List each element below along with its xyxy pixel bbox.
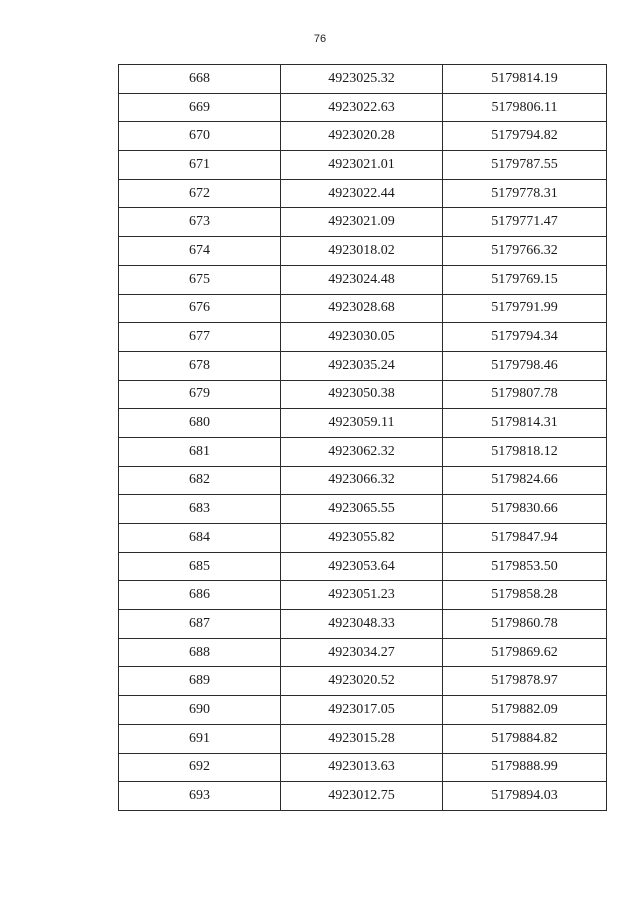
table-row (119, 552, 607, 581)
y-coordinate-cell: 5179787.55 (443, 151, 607, 180)
x-coordinate-cell: 4923065.55 (281, 495, 443, 524)
x-coordinate-cell: 4923020.52 (281, 667, 443, 696)
table-row (119, 294, 607, 323)
point-number-cell: 669 (119, 93, 281, 122)
coordinates-table-body (119, 65, 607, 811)
table-row (119, 581, 607, 610)
point-number-cell: 680 (119, 409, 281, 438)
point-number-cell: 689 (119, 667, 281, 696)
x-coordinate-cell: 4923022.44 (281, 179, 443, 208)
point-number-cell: 684 (119, 524, 281, 553)
table-row (119, 696, 607, 725)
x-coordinate-cell: 4923066.32 (281, 466, 443, 495)
point-number-cell: 693 (119, 782, 281, 811)
table-row (119, 724, 607, 753)
y-coordinate-cell: 5179771.47 (443, 208, 607, 237)
point-number-cell: 672 (119, 179, 281, 208)
x-coordinate-cell: 4923053.64 (281, 552, 443, 581)
x-coordinate-cell: 4923062.32 (281, 437, 443, 466)
point-number-cell: 692 (119, 753, 281, 782)
x-coordinate-cell: 4923024.48 (281, 265, 443, 294)
point-number-cell: 685 (119, 552, 281, 581)
x-coordinate-cell: 4923035.24 (281, 351, 443, 380)
point-number-cell: 674 (119, 237, 281, 266)
x-coordinate-cell: 4923059.11 (281, 409, 443, 438)
point-number-cell: 668 (119, 65, 281, 94)
y-coordinate-cell: 5179794.34 (443, 323, 607, 352)
table-row (119, 65, 607, 94)
x-coordinate-cell: 4923015.28 (281, 724, 443, 753)
table-row (119, 122, 607, 151)
point-number-cell: 688 (119, 638, 281, 667)
y-coordinate-cell: 5179766.32 (443, 237, 607, 266)
coordinates-table (118, 64, 607, 811)
table-row (119, 93, 607, 122)
y-coordinate-cell: 5179830.66 (443, 495, 607, 524)
y-coordinate-cell: 5179794.82 (443, 122, 607, 151)
point-number-cell: 677 (119, 323, 281, 352)
x-coordinate-cell: 4923034.27 (281, 638, 443, 667)
table-row (119, 638, 607, 667)
table-row (119, 437, 607, 466)
point-number-cell: 670 (119, 122, 281, 151)
y-coordinate-cell: 5179818.12 (443, 437, 607, 466)
y-coordinate-cell: 5179769.15 (443, 265, 607, 294)
table-row (119, 179, 607, 208)
table-row (119, 380, 607, 409)
table-row (119, 495, 607, 524)
x-coordinate-cell: 4923030.05 (281, 323, 443, 352)
x-coordinate-cell: 4923021.01 (281, 151, 443, 180)
table-row (119, 265, 607, 294)
x-coordinate-cell: 4923048.33 (281, 610, 443, 639)
point-number-cell: 683 (119, 495, 281, 524)
x-coordinate-cell: 4923012.75 (281, 782, 443, 811)
y-coordinate-cell: 5179869.62 (443, 638, 607, 667)
page-number: 76 (313, 33, 327, 45)
table-row (119, 667, 607, 696)
y-coordinate-cell: 5179884.82 (443, 724, 607, 753)
table-row (119, 782, 607, 811)
y-coordinate-cell: 5179798.46 (443, 351, 607, 380)
point-number-cell: 673 (119, 208, 281, 237)
y-coordinate-cell: 5179853.50 (443, 552, 607, 581)
table-row (119, 466, 607, 495)
point-number-cell: 682 (119, 466, 281, 495)
x-coordinate-cell: 4923051.23 (281, 581, 443, 610)
table-row (119, 208, 607, 237)
table-row (119, 409, 607, 438)
point-number-cell: 690 (119, 696, 281, 725)
y-coordinate-cell: 5179882.09 (443, 696, 607, 725)
x-coordinate-cell: 4923028.68 (281, 294, 443, 323)
y-coordinate-cell: 5179888.99 (443, 753, 607, 782)
table-row (119, 237, 607, 266)
point-number-cell: 686 (119, 581, 281, 610)
x-coordinate-cell: 4923013.63 (281, 753, 443, 782)
point-number-cell: 681 (119, 437, 281, 466)
y-coordinate-cell: 5179778.31 (443, 179, 607, 208)
point-number-cell: 671 (119, 151, 281, 180)
y-coordinate-cell: 5179878.97 (443, 667, 607, 696)
point-number-cell: 687 (119, 610, 281, 639)
y-coordinate-cell: 5179824.66 (443, 466, 607, 495)
x-coordinate-cell: 4923022.63 (281, 93, 443, 122)
point-number-cell: 678 (119, 351, 281, 380)
x-coordinate-cell: 4923017.05 (281, 696, 443, 725)
point-number-cell: 679 (119, 380, 281, 409)
table-row (119, 610, 607, 639)
x-coordinate-cell: 4923025.32 (281, 65, 443, 94)
y-coordinate-cell: 5179847.94 (443, 524, 607, 553)
table-row (119, 524, 607, 553)
y-coordinate-cell: 5179858.28 (443, 581, 607, 610)
y-coordinate-cell: 5179807.78 (443, 380, 607, 409)
y-coordinate-cell: 5179860.78 (443, 610, 607, 639)
y-coordinate-cell: 5179894.03 (443, 782, 607, 811)
y-coordinate-cell: 5179814.31 (443, 409, 607, 438)
x-coordinate-cell: 4923050.38 (281, 380, 443, 409)
y-coordinate-cell: 5179791.99 (443, 294, 607, 323)
x-coordinate-cell: 4923055.82 (281, 524, 443, 553)
x-coordinate-cell: 4923021.09 (281, 208, 443, 237)
y-coordinate-cell: 5179806.11 (443, 93, 607, 122)
point-number-cell: 675 (119, 265, 281, 294)
x-coordinate-cell: 4923018.02 (281, 237, 443, 266)
table-row (119, 323, 607, 352)
y-coordinate-cell: 5179814.19 (443, 65, 607, 94)
x-coordinate-cell: 4923020.28 (281, 122, 443, 151)
table-row (119, 753, 607, 782)
table-row (119, 351, 607, 380)
point-number-cell: 691 (119, 724, 281, 753)
point-number-cell: 676 (119, 294, 281, 323)
table-row (119, 151, 607, 180)
